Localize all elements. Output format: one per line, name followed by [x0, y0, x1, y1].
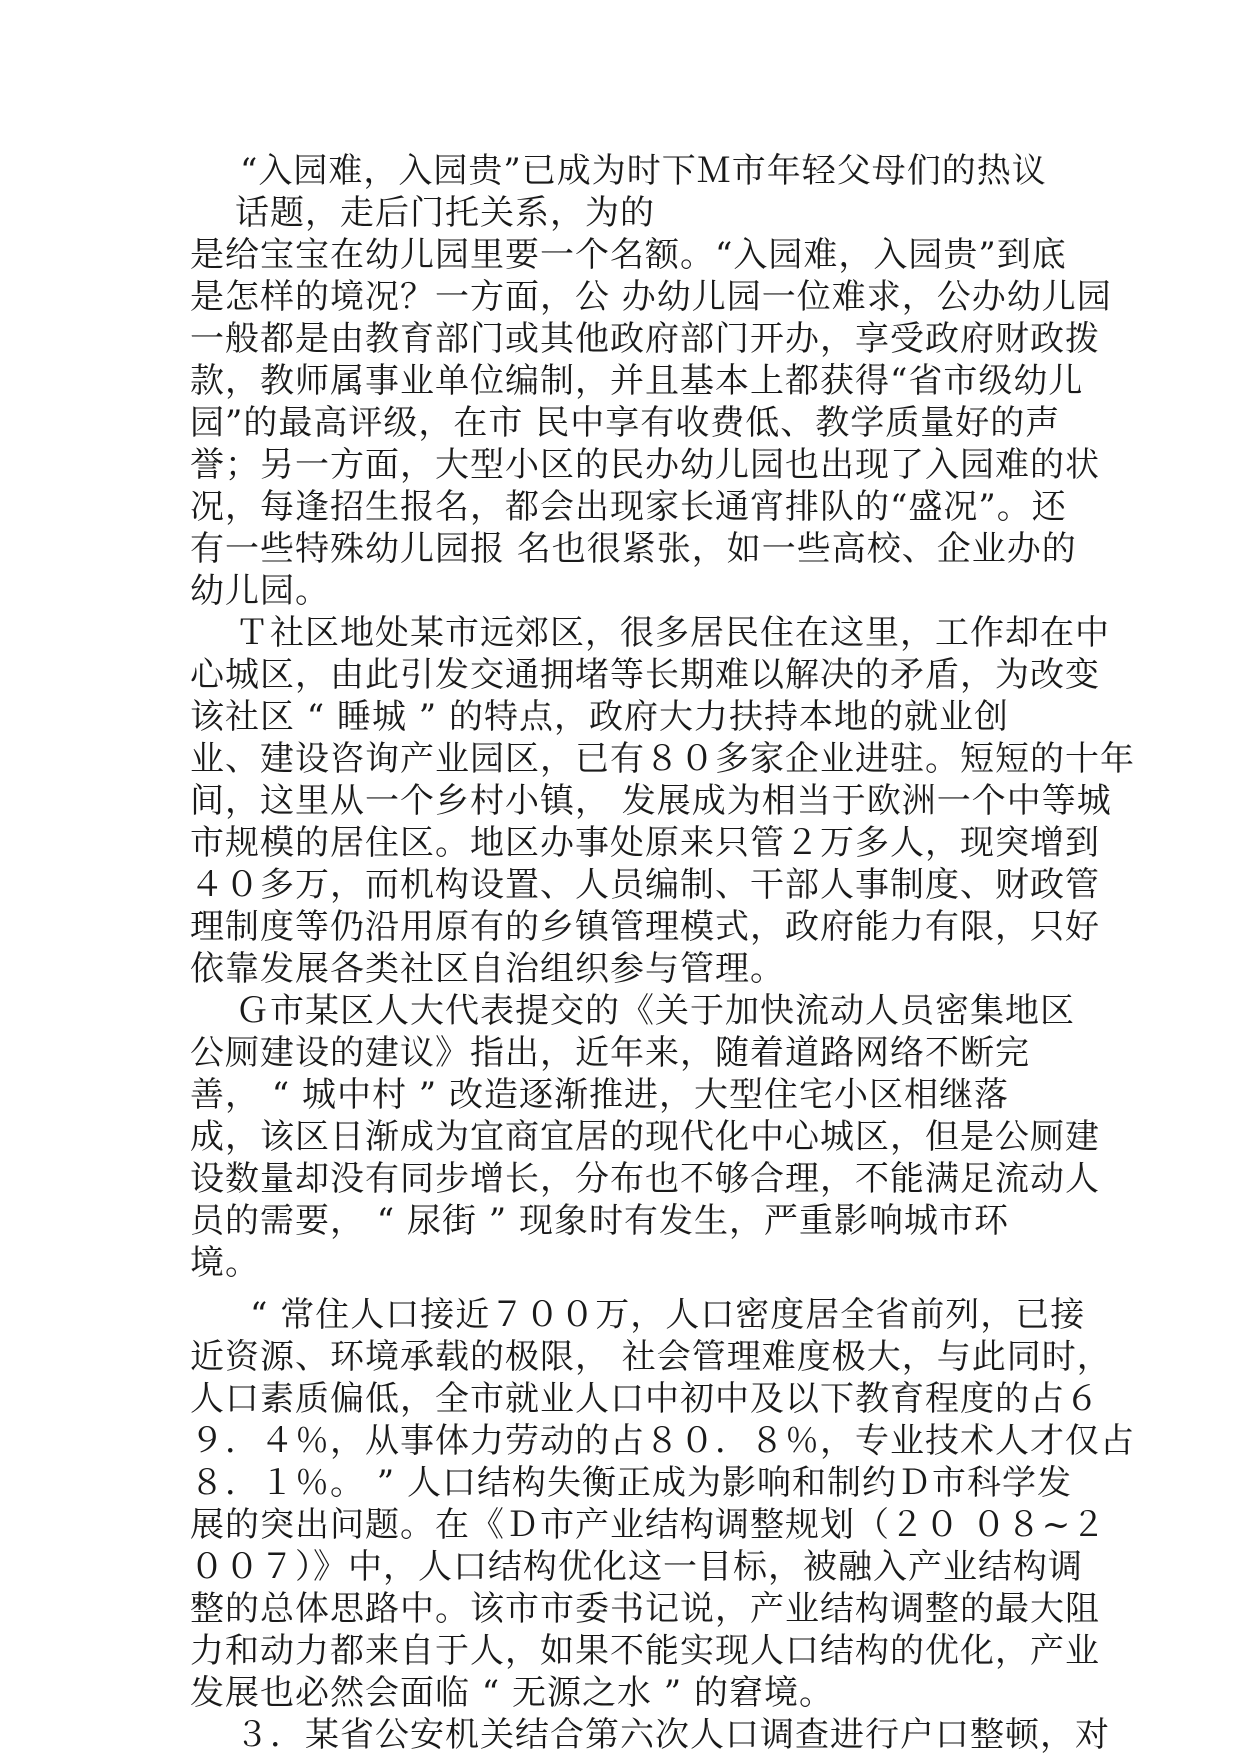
- paragraph-1-line-5: 一般都是由教育部门或其他政府部门开办，享受政府财政拨: [190, 319, 1100, 359]
- paragraph-4-line-2: 近资源、环境承载的极限， 社会管理难度极大，与此同时，: [190, 1337, 1112, 1377]
- paragraph-2-line-6: 市规模的居住区。地区办事处原来只管２万多人，现突增到: [190, 823, 1100, 863]
- paragraph-4-line-10: 发展也必然会面临 “ 无源之水 ” 的窘境。: [190, 1673, 834, 1713]
- paragraph-2-line-9: 依靠发展各类社区自治组织参与管理。: [190, 949, 785, 989]
- paragraph-2-line-1: Ｔ社区地处某市远郊区，很多居民住在这里，工作却在中: [235, 613, 1110, 653]
- paragraph-3-line-3: 善， “ 城中村 ” 改造逐渐推进，大型住宅小区相继落: [190, 1075, 1009, 1115]
- paragraph-3-line-2: 公厕建设的建议》指出，近年来，随着道路网络不断完: [190, 1033, 1030, 1073]
- paragraph-1-line-9: 况，每逢招生报名，都会出现家长通宵排队的“盛况”。还: [190, 487, 1067, 527]
- paragraph-4-line-8: 整的总体思路中。该市市委书记说，产业结构调整的最大阻: [190, 1589, 1100, 1629]
- paragraph-2-line-2: 心城区，由此引发交通拥堵等长期难以解决的矛盾，为改变: [190, 655, 1100, 695]
- paragraph-1-line-10: 有一些特殊幼儿园报 名也很紧张，如一些高校、企业办的: [190, 529, 1077, 569]
- paragraph-1-line-8: 誉；另一方面，大型小区的民办幼儿园也出现了入园难的状: [190, 445, 1100, 485]
- paragraph-1-line-1: “入园难，入园贵”已成为时下Ｍ市年轻父母们的热议: [240, 151, 1047, 191]
- paragraph-1-line-2: 话题，走后门托关系，为的: [235, 193, 655, 233]
- paragraph-5-line-1: ３．某省公安机关结合第六次人口调查进行户口整顿，对: [235, 1715, 1110, 1755]
- paragraph-1-line-4: 是怎样的境况？一方面，公 办幼儿园一位难求，公办幼儿园: [190, 277, 1112, 317]
- paragraph-3-line-6: 员的需要， “ 尿街 ” 现象时有发生，严重影响城市环: [190, 1201, 1009, 1241]
- paragraph-3-line-7: 境。: [190, 1243, 260, 1283]
- paragraph-2-line-3: 该社区 “ 睡城 ” 的特点，政府大力扶持本地的就业创: [190, 697, 1009, 737]
- paragraph-4-line-1: “ 常住人口接近７００万，人口密度居全省前列，已接: [250, 1295, 1086, 1335]
- paragraph-2-line-7: ４０多万，而机构设置、人员编制、干部人事制度、财政管: [190, 865, 1100, 905]
- paragraph-2-line-8: 理制度等仍沿用原有的乡镇管理模式，政府能力有限，只好: [190, 907, 1100, 947]
- paragraph-4-line-4: ９．４％，从事体力劳动的占８０．８％，专业技术人才仅占: [190, 1421, 1135, 1461]
- paragraph-4-line-6: 展的突出问题。在《Ｄ市产业结构调整规划（２０ ０８~２: [190, 1505, 1107, 1545]
- paragraph-3-line-1: Ｇ市某区人大代表提交的《关于加快流动人员密集地区: [235, 991, 1075, 1031]
- paragraph-3-line-5: 设数量却没有同步增长，分布也不够合理，不能满足流动人: [190, 1159, 1100, 1199]
- paragraph-4-line-3: 人口素质偏低，全市就业人口中初中及以下教育程度的占６: [190, 1379, 1100, 1419]
- paragraph-3-line-4: 成，该区日渐成为宜商宜居的现代化中心城区，但是公厕建: [190, 1117, 1100, 1157]
- document-body: [190, 150, 1135, 1756]
- paragraph-4-line-7: ００７）》中，人口结构优化这一目标，被融入产业结构调: [190, 1547, 1083, 1587]
- paragraph-2-line-5: 间，这里从一个乡村小镇， 发展成为相当于欧洲一个中等城: [190, 781, 1112, 821]
- paragraph-1-line-11: 幼儿园。: [190, 571, 330, 611]
- paragraph-spacer: [190, 1284, 1070, 1294]
- paragraph-1-line-6: 款，教师属事业单位编制，并且基本上都获得“省市级幼儿: [190, 361, 1084, 401]
- paragraph-4-line-9: 力和动力都来自于人，如果不能实现人口结构的优化，产业: [190, 1631, 1100, 1671]
- paragraph-2-line-4: 业、建设咨询产业园区，已有８０多家企业进驻。短短的十年: [190, 739, 1135, 779]
- paragraph-1-line-3: 是给宝宝在幼儿园里要一个名额。“入园难，入园贵”到底: [190, 235, 1067, 275]
- paragraph-4-line-5: ８．１％。 ” 人口结构失衡正成为影响和制约Ｄ市科学发: [190, 1463, 1072, 1503]
- paragraph-1-line-7: 园”的最高评级，在市 民中享有收费低、教学质量好的声: [190, 403, 1061, 443]
